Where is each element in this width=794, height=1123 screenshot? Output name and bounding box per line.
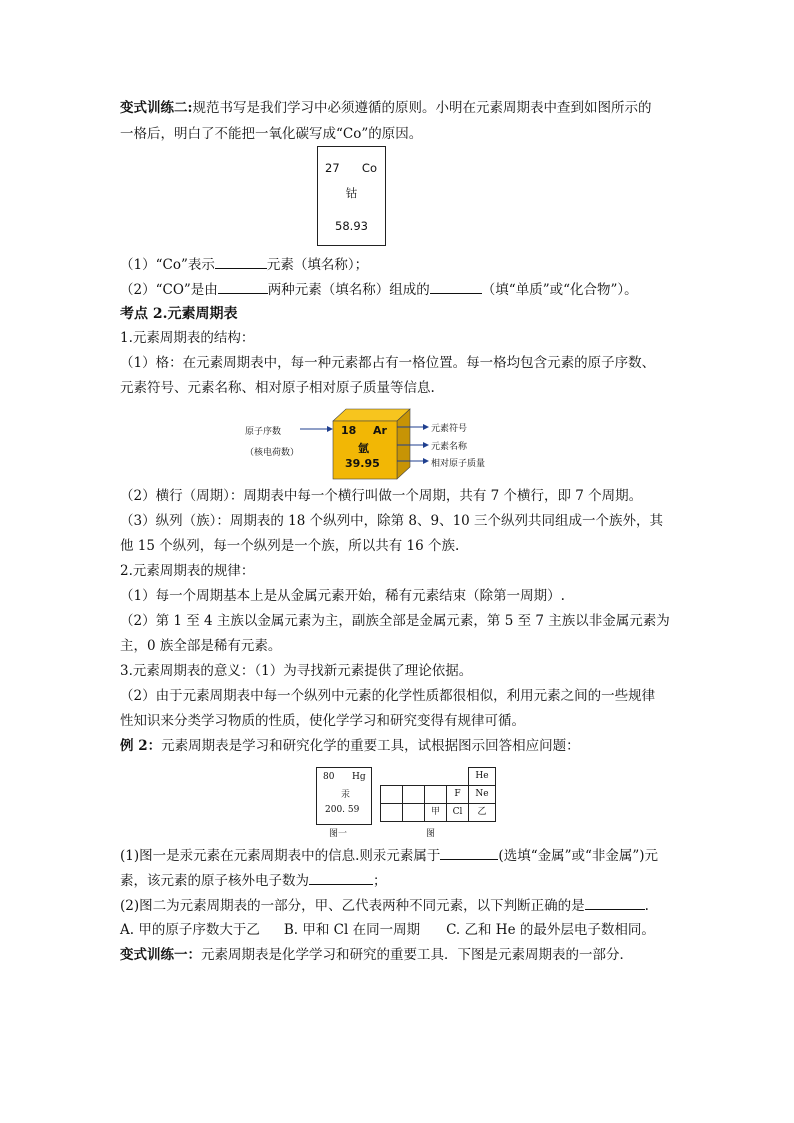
q1-post: 元素（填名称）； xyxy=(266,257,369,273)
nuclear-charge-label: （核电荷数） xyxy=(245,448,300,458)
structure-heading: 1.元素周期表的结构： xyxy=(120,330,255,346)
exercise-1-label: 变式训练一： xyxy=(120,947,201,963)
mass-label: 相对原子质量 xyxy=(431,459,486,469)
option-c: C. 乙和 He 的最外层电子数相同。 xyxy=(446,922,655,938)
period-text: （2）横行（周期）：周期表中每一个横行叫做一个周期，共有 7 个横行，即 7 个周期。 xyxy=(120,488,643,504)
group-text-cont: 他 15 个纵列，每一个纵列是一个族，所以共有 16 个族. xyxy=(120,538,460,554)
exercise-2-intro-cont: 一格后，明白了不能把一氧化碳写成“Co”的原因。 xyxy=(120,126,423,142)
cobalt-symbol: Co xyxy=(361,161,377,175)
example-q2 xyxy=(120,895,649,916)
question-1 xyxy=(120,254,368,275)
e1b-blank[interactable] xyxy=(309,870,373,885)
example-options xyxy=(120,920,655,940)
q2-blank-2[interactable] xyxy=(430,279,482,294)
exercise-text: 规范书写是我们学习中必须遵循的原则。小明在元素周期表中查到如图所示的 xyxy=(192,100,652,116)
rules-heading: 2.元素周期表的规律： xyxy=(120,563,255,579)
meaning-2-cont: 性知识来分类学习物质的性质，使化学学习和研究变得有规律可循。 xyxy=(120,713,525,729)
figure-2-caption: 图 xyxy=(426,829,436,839)
table-cell-ne: Ne xyxy=(468,785,496,804)
atomic-number-label: 原子序数 xyxy=(245,427,282,437)
figure-1-caption: 图一 xyxy=(329,829,348,839)
table-cell xyxy=(424,785,447,804)
q1-pre: （1）“Co”表示 xyxy=(120,257,215,273)
cobalt-mass: 58.93 xyxy=(335,219,368,233)
cobalt-element-cell xyxy=(317,146,386,246)
option-b: B. 甲和 Cl 在同一周期 xyxy=(283,922,421,938)
q2-pre: （2）“CO”是由 xyxy=(120,282,218,298)
e1b-post: ； xyxy=(373,873,387,889)
argon-cube-figure xyxy=(240,405,500,480)
mercury-number: 80 xyxy=(323,772,335,782)
structure-cell-text: （1）格：在元素周期表中，每一种元素都占有一格位置。每一格均包含元素的原子序数、 xyxy=(120,355,656,371)
e2-pre: (2)图二为元素周期表的一部分，甲、乙代表两种不同元素，以下判断正确的是 xyxy=(120,898,585,914)
meaning-heading: 3.元素周期表的意义：（1）为寻找新元素提供了理论依据。 xyxy=(120,663,473,679)
group-text: （3）纵列（族）：周期表的 18 个纵列中，除第 8、9、10 三个纵列共同组成一个族外，其 xyxy=(120,513,664,529)
e1-blank[interactable] xyxy=(440,845,498,860)
table-cell xyxy=(380,785,403,804)
argon-mass: 39.95 xyxy=(345,457,380,470)
q1-blank[interactable] xyxy=(215,254,267,269)
structure-cell-text-cont: 元素符号、元素名称、相对原子相对原子质量等信息. xyxy=(120,380,435,396)
e2-blank[interactable] xyxy=(585,895,645,910)
e1-post: (选填“金属”或“非金属”)元 xyxy=(498,848,659,864)
mercury-mass: 200. 59 xyxy=(325,805,360,815)
cobalt-name: 钴 xyxy=(345,186,358,200)
rule-2: （2）第 1 至 4 主族以金属元素为主，副族全部是金属元素，第 5 至 7 主族以非金属元素为 xyxy=(120,613,670,629)
table-cell xyxy=(402,803,425,822)
table-cell-yi: 乙 xyxy=(468,803,496,822)
example-2 xyxy=(120,736,580,756)
table-cell-f: F xyxy=(446,785,469,804)
section-title: 考点 2.元素周期表 xyxy=(120,306,238,322)
rule-1: （1）每一个周期基本上是从金属元素开始，稀有元素结束（除第一周期）. xyxy=(120,588,565,604)
table-cell-he: He xyxy=(468,767,496,786)
e1b-pre: 素，该元素的原子核外电子数为 xyxy=(120,873,309,889)
e1-pre: (1)图一是汞元素在元素周期表中的信息.则汞元素属于 xyxy=(120,848,441,864)
argon-name: 氩 xyxy=(358,442,369,455)
cobalt-number: 27 xyxy=(325,161,340,175)
meaning-2: （2）由于元素周期表中每一个纵列中元素的化学性质都很相似，利用元素之间的一些规律 xyxy=(120,688,656,704)
example-q1 xyxy=(120,845,658,866)
exercise-1-text: 元素周期表是化学学习和研究的重要工具．下图是元素周期表的一部分． xyxy=(201,947,633,963)
option-a: A. 甲的原子序数大于乙 xyxy=(120,922,260,938)
argon-number: 18 xyxy=(341,424,357,437)
mercury-name: 汞 xyxy=(341,790,351,800)
mercury-table-figure xyxy=(316,767,506,837)
exercise-2-intro xyxy=(120,98,651,118)
table-cell-jia: 甲 xyxy=(424,803,447,822)
table-cell xyxy=(380,803,403,822)
symbol-label: 元素符号 xyxy=(431,424,468,434)
mercury-symbol: Hg xyxy=(352,772,366,782)
argon-symbol: Ar xyxy=(373,424,387,437)
table-cell-cl: Cl xyxy=(446,803,469,822)
example-text: 元素周期表是学习和研究化学的重要工具，试根据图示回答相应问题： xyxy=(161,738,580,754)
q2-blank-1[interactable] xyxy=(218,279,268,294)
mercury-element-cell xyxy=(316,767,372,825)
exercise-label: 变式训练二: xyxy=(120,100,193,116)
q2-mid: 两种元素（填名称）组成的 xyxy=(267,282,430,298)
e2-post: . xyxy=(644,898,649,914)
name-label: 元素名称 xyxy=(431,442,468,452)
exercise-1-intro xyxy=(120,945,633,965)
example-label: 例 2： xyxy=(120,738,162,754)
table-cell xyxy=(402,785,425,804)
example-q1-cont xyxy=(120,870,387,891)
q2-post: （填“单质”或“化合物”）。 xyxy=(481,282,638,298)
rule-2-cont: 主，0 族全部是稀有元素。 xyxy=(120,638,282,654)
question-2 xyxy=(120,279,638,300)
